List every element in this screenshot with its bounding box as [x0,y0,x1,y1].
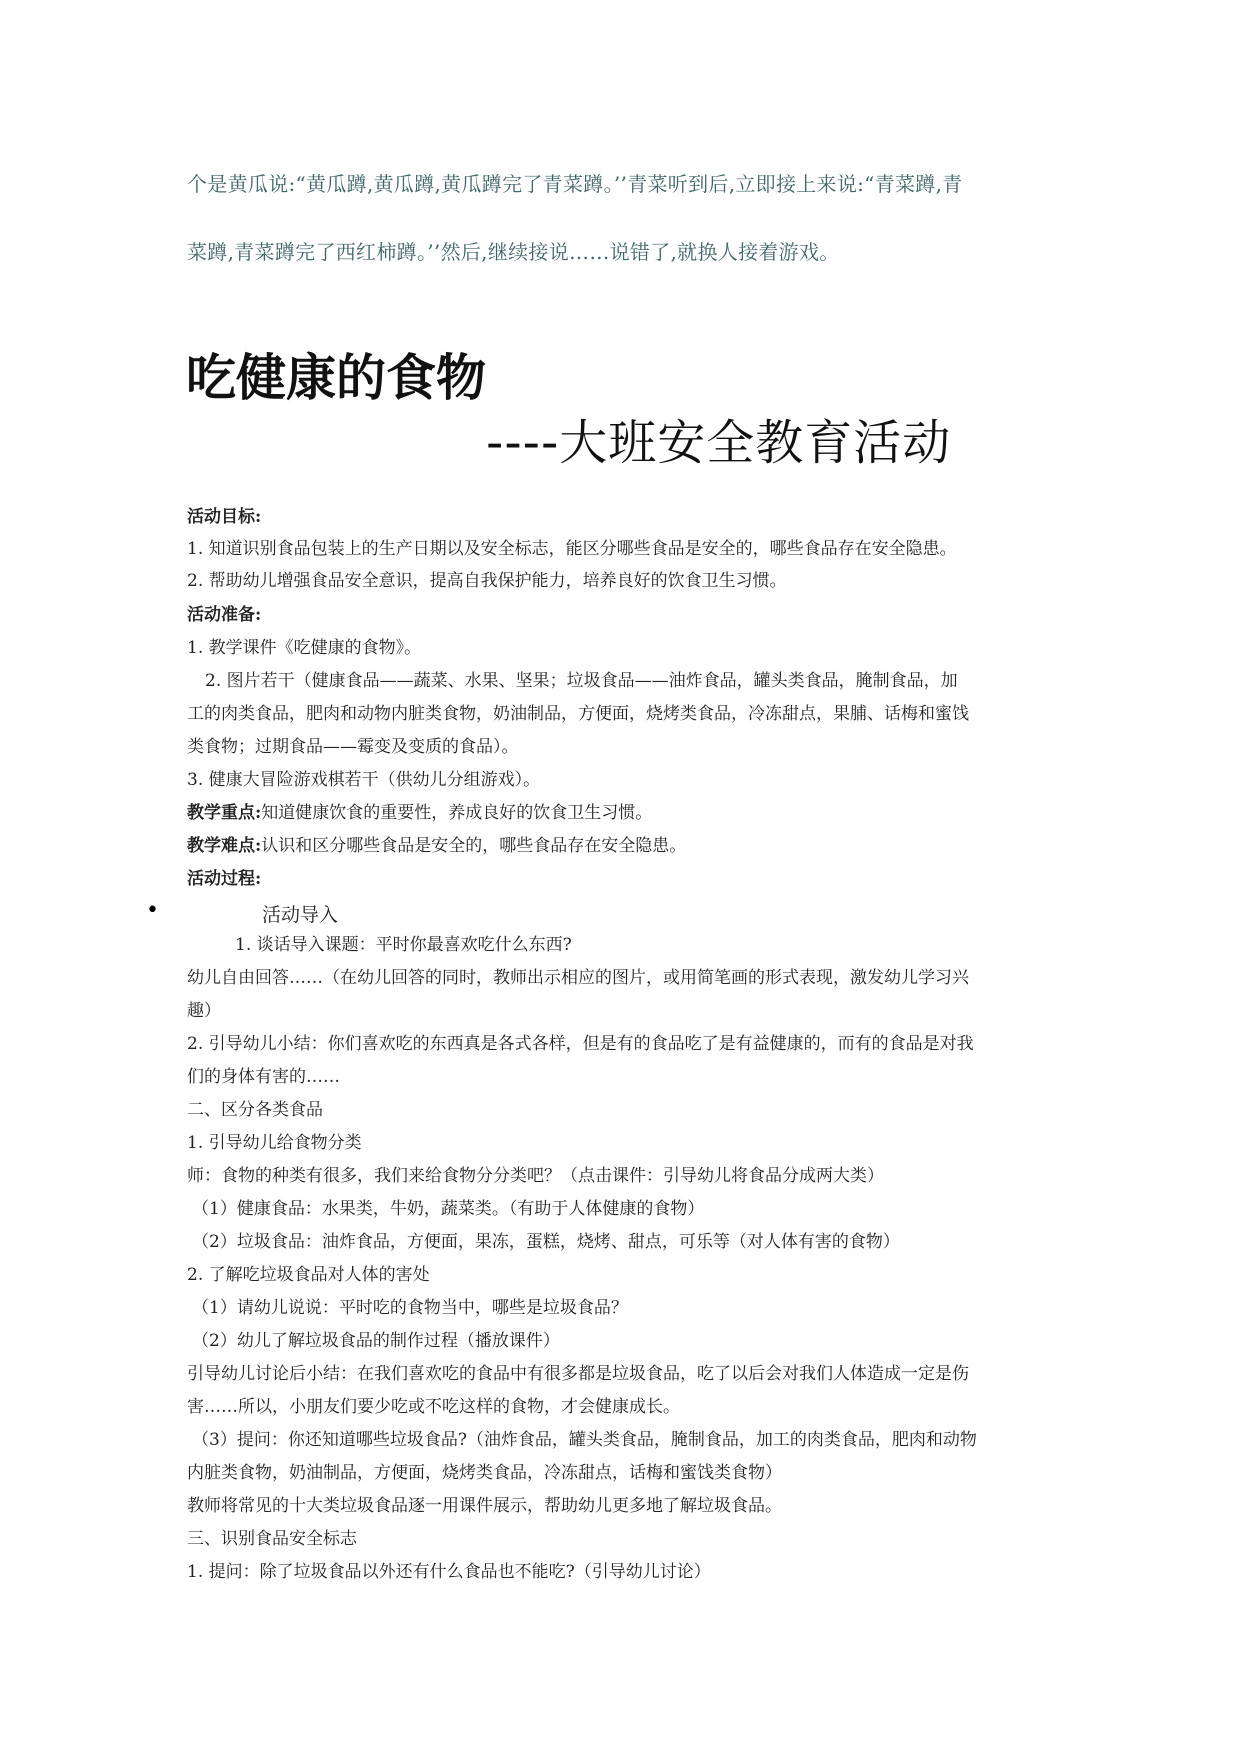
difficulty-text: 认识和区分哪些食品是安全的，哪些食品存在安全隐患。 [261,836,687,856]
prep-item-3: 3. 健康大冒险游戏棋若干（供幼儿分组游戏）。 [187,770,541,790]
goals-heading: 活动目标: [187,507,262,527]
process-line: （1）请幼儿说说：平时吃的食物当中，哪些是垃圾食品？ [192,1298,628,1318]
process-line: （1）健康食品：水果类，牛奶，蔬菜类。（有助于人体健康的食物） [192,1199,705,1219]
process-line: 2. 了解吃垃圾食品对人体的害处 [187,1265,430,1285]
page-title: 吃健康的食物 [186,349,486,407]
process-line: 们的身体有害的…… [187,1067,340,1087]
key-point-label: 教学重点: [187,803,262,823]
process-line: 引导幼儿讨论后小结：在我们喜欢吃的食品中有很多都是垃圾食品，吃了以后会对我们人体造成一定是伤 [187,1364,969,1384]
intro-line-1: 个是黄瓜说:“黄瓜蹲,黄瓜蹲,黄瓜蹲完了青菜蹲。’’青菜听到后,立即接上来说:“青菜蹲,青 [187,172,963,196]
process-line: 教师将常见的十大类垃圾食品逐一用课件展示，帮助幼儿更多地了解垃圾食品。 [187,1496,782,1516]
section-1-title: 活动导入 [262,904,339,926]
bullet-icon: • [146,898,159,923]
process-line: 幼儿自由回答……（在幼儿回答的同时，教师出示相应的图片，或用简笔画的形式表现，激发幼儿学习兴 [187,968,969,988]
prep-item-2-line-1: 2. 图片若干（健康食品——蔬菜、水果、坚果；垃圾食品——油炸食品，罐头类食品，腌制食品，加 [205,671,958,691]
process-line: 2. 引导幼儿小结：你们喜欢吃的东西真是各式各样，但是有的食品吃了是有益健康的，而有的食品是对我 [187,1034,974,1054]
prep-heading: 活动准备: [187,605,262,625]
goal-item-2: 2. 帮助幼儿增强食品安全意识，提高自我保护能力，培养良好的饮食卫生习惯。 [187,571,787,591]
process-line: （2）垃圾食品：油炸食品，方便面，果冻，蛋糕，烧烤、甜点，可乐等（对人体有害的食物） [192,1232,900,1252]
process-line: 内脏类食物，奶油制品，方便面，烧烤类食品，冷冻甜点，话梅和蜜饯类食物） [187,1463,782,1483]
goal-item-1: 1. 知道识别食品包装上的生产日期以及安全标志，能区分哪些食品是安全的，哪些食品存在安全隐患。 [187,539,957,559]
process-heading: 活动过程: [187,869,262,889]
prep-item-2-line-3: 类食物；过期食品——霉变及变质的食品）。 [187,737,519,757]
process-line: 1. 谈话导入课题：平时你最喜欢吃什么东西? [235,935,572,955]
intro-line-2: 菜蹲,青菜蹲完了西红柿蹲。’’然后,继续接说……说错了,就换人接着游戏。 [187,240,840,264]
difficulty-point [187,836,686,856]
prep-item-2-line-2: 工的肉类食品，肥肉和动物内脏类食物，奶油制品，方便面，烧烤类食品，冷冻甜点，果脯、话梅和蜜饯 [187,704,969,724]
process-line: （3）提问：你还知道哪些垃圾食品?（油炸食品，罐头类食品，腌制食品，加工的肉类食品，肥肉和动物 [192,1430,977,1450]
key-point [187,803,652,823]
process-line: 师：食物的种类有很多，我们来给食物分分类吧？（点击课件：引导幼儿将食品分成两大类） [187,1166,884,1186]
key-point-text: 知道健康饮食的重要性，养成良好的饮食卫生习惯。 [261,803,653,823]
prep-item-1: 1. 教学课件《吃健康的食物》。 [187,638,422,658]
section-2-title: 二、区分各类食品 [187,1100,323,1120]
page-subtitle: ----大班安全教育活动 [486,415,952,471]
difficulty-label: 教学难点: [187,836,262,856]
process-line: 害……所以，小朋友们要少吃或不吃这样的食物，才会健康成长。 [187,1397,680,1417]
process-line: 1. 提问：除了垃圾食品以外还有什么食品也不能吃?（引导幼儿讨论） [187,1562,711,1582]
process-line: 趣） [187,1001,221,1021]
section-3-title: 三、识别食品安全标志 [187,1529,357,1549]
process-line: （2）幼儿了解垃圾食品的制作过程（播放课件） [192,1331,560,1351]
process-line: 1. 引导幼儿给食物分类 [187,1133,362,1153]
